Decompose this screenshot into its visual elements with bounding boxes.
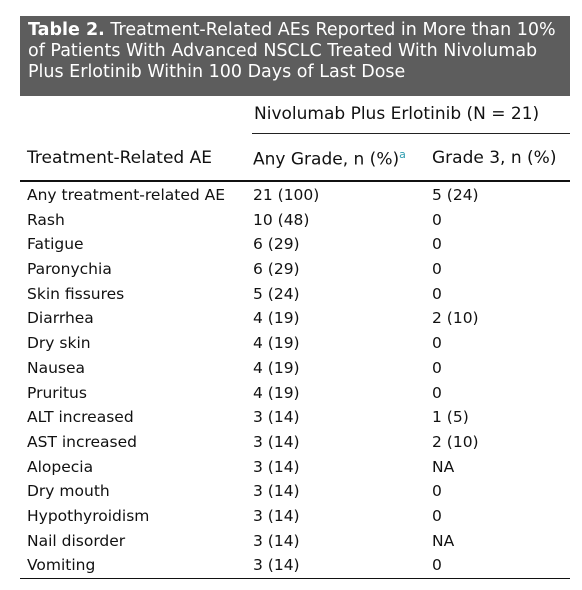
cell-grade3: 0 <box>432 358 442 377</box>
cell-ae: Vomiting <box>27 556 96 575</box>
table-row <box>20 430 570 455</box>
cell-any-grade: 3 (14) <box>253 432 300 451</box>
cell-grade3: 0 <box>432 383 442 402</box>
table-row <box>20 331 570 356</box>
cell-ae: Pruritus <box>27 383 87 402</box>
table-row <box>20 455 570 480</box>
cell-grade3: 0 <box>432 334 442 353</box>
table-row <box>20 381 570 406</box>
column-header-any-grade-label: Any Grade, n (%) <box>253 149 400 170</box>
cell-any-grade: 3 (14) <box>253 556 300 575</box>
cell-ae: Nausea <box>27 358 86 377</box>
table-title-label: Table 2. <box>28 20 105 40</box>
table-bottom-rule <box>20 578 570 579</box>
table-row <box>20 405 570 430</box>
cell-ae: Any treatment-related AE <box>27 186 226 204</box>
table-row <box>20 479 570 504</box>
table-row <box>20 356 570 381</box>
table-row <box>20 282 570 307</box>
table-title <box>20 16 570 96</box>
cell-grade3: 1 (5) <box>432 408 469 427</box>
cell-any-grade: 3 (14) <box>253 506 300 525</box>
cell-ae: Hypothyroidism <box>27 506 150 525</box>
cell-ae: AST increased <box>27 432 138 451</box>
cell-any-grade: 6 (29) <box>253 260 300 279</box>
table-row <box>20 232 570 257</box>
table-row <box>20 504 570 529</box>
column-header-ae: Treatment-Related AE <box>27 148 212 168</box>
header-rule <box>20 180 570 182</box>
cell-grade3: 0 <box>432 260 442 279</box>
cell-any-grade: 3 (14) <box>253 531 300 550</box>
cell-any-grade: 3 (14) <box>253 408 300 427</box>
table-row <box>20 529 570 554</box>
cell-any-grade: 10 (48) <box>253 210 310 229</box>
cell-ae: Rash <box>27 210 65 229</box>
spanning-header: Nivolumab Plus Erlotinib (N = 21) <box>254 104 540 124</box>
cell-ae: Dry skin <box>27 334 91 353</box>
cell-grade3: 0 <box>432 506 442 525</box>
cell-grade3: 2 (10) <box>432 432 479 451</box>
cell-ae: Diarrhea <box>27 309 94 328</box>
cell-ae: Fatigue <box>27 235 84 254</box>
table-row <box>20 208 570 233</box>
cell-grade3: 0 <box>432 284 442 303</box>
cell-any-grade: 4 (19) <box>253 334 300 353</box>
cell-any-grade: 21 (100) <box>253 186 320 204</box>
cell-any-grade: 4 (19) <box>253 358 300 377</box>
cell-any-grade: 3 (14) <box>253 457 300 476</box>
cell-grade3: NA <box>432 531 455 550</box>
cell-grade3: 0 <box>432 556 442 575</box>
cell-grade3: 0 <box>432 235 442 254</box>
footnote-mark: a <box>399 148 406 161</box>
cell-ae: Alopecia <box>27 457 94 476</box>
cell-grade3: NA <box>432 457 455 476</box>
table-title-text: Treatment-Related AEs Reported in More than 10% of Patients With Advanced NSCLC Treated With Nivolumab Plus Erlotinib Within 100 Days of Last Dose <box>28 20 556 82</box>
cell-any-grade: 6 (29) <box>253 235 300 254</box>
cell-ae: Dry mouth <box>27 482 110 501</box>
cell-ae: Nail disorder <box>27 531 126 550</box>
cell-any-grade: 4 (19) <box>253 383 300 402</box>
cell-ae: Paronychia <box>27 260 112 279</box>
cell-grade3: 2 (10) <box>432 309 479 328</box>
cell-grade3: 0 <box>432 210 442 229</box>
table-row <box>20 553 570 578</box>
table-row <box>20 257 570 282</box>
table-body <box>20 183 570 578</box>
cell-grade3: 5 (24) <box>432 186 479 204</box>
table-row <box>20 306 570 331</box>
cell-ae: ALT increased <box>27 408 134 427</box>
cell-ae: Skin fissures <box>27 284 125 303</box>
cell-any-grade: 4 (19) <box>253 309 300 328</box>
cell-grade3: 0 <box>432 482 442 501</box>
cell-any-grade: 5 (24) <box>253 284 300 303</box>
column-header-any-grade <box>253 148 406 170</box>
table-row <box>20 183 570 208</box>
spanning-header-rule <box>252 133 570 134</box>
cell-any-grade: 3 (14) <box>253 482 300 501</box>
column-header-grade3: Grade 3, n (%) <box>432 148 557 168</box>
